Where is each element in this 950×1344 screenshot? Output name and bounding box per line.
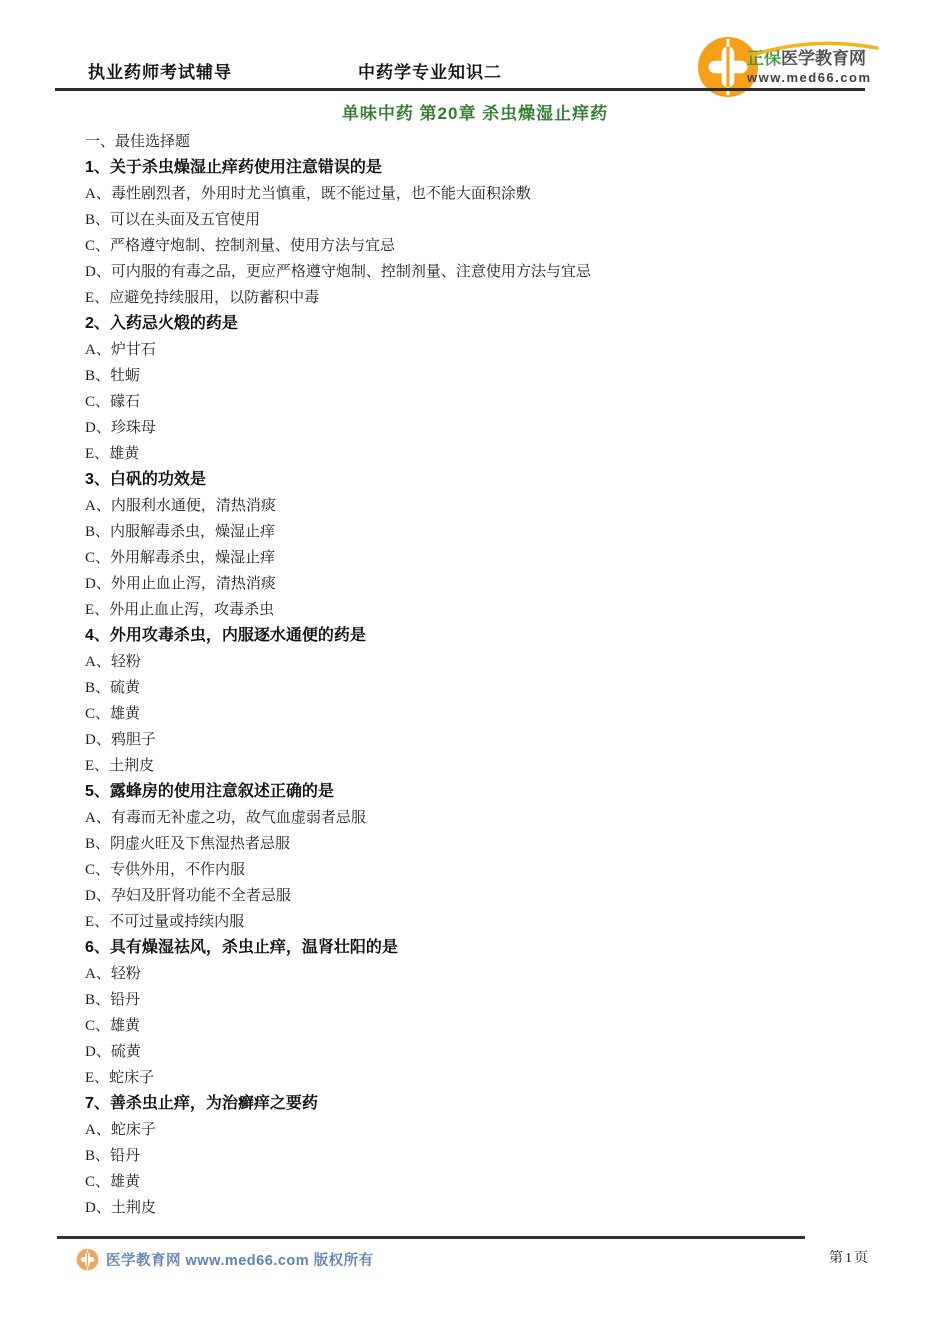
question-option: C、专供外用，不作内服	[85, 862, 246, 878]
question-option: A、炉甘石	[85, 342, 156, 358]
chapter-title: 单味中药 第20章 杀虫燥湿止痒药	[341, 104, 609, 123]
question-block	[85, 467, 895, 623]
question-stem: 5、露蜂房的使用注意叙述正确的是	[85, 783, 334, 800]
question-block	[85, 779, 895, 935]
question-option: C、雄黄	[85, 1174, 141, 1190]
question-option: D、珍珠母	[85, 420, 156, 436]
question-option: B、硫黄	[85, 680, 141, 696]
question-option: E、应避免持续服用，以防蓄积中毒	[85, 290, 320, 306]
question-block	[85, 623, 895, 779]
question-area	[85, 129, 895, 1221]
question-option: E、雄黄	[85, 446, 140, 462]
question-stem: 7、善杀虫止痒，为治癣痒之要药	[85, 1095, 318, 1112]
question-option: E、土荆皮	[85, 758, 155, 774]
question-block	[85, 155, 895, 311]
question-option: C、雄黄	[85, 1018, 141, 1034]
footer-brand	[76, 1248, 374, 1271]
header-rule	[55, 88, 865, 91]
question-block	[85, 1091, 895, 1221]
question-options	[85, 181, 895, 311]
question-option: A、有毒而无补虚之功，故气血虚弱者忌服	[85, 810, 366, 826]
question-option: A、轻粉	[85, 654, 141, 670]
question-options	[85, 805, 895, 935]
footer-copyright: 医学教育网 www.med66.com 版权所有	[106, 1253, 374, 1269]
footer-logo-icon	[76, 1248, 99, 1271]
med66-logo-text	[747, 49, 872, 86]
question-option: D、孕妇及肝肾功能不全者忌服	[85, 888, 291, 904]
question-option: E、蛇床子	[85, 1070, 155, 1086]
question-option: E、外用止血止泻，攻毒杀虫	[85, 602, 275, 618]
question-stem: 6、具有燥湿祛风，杀虫止痒，温肾壮阳的是	[85, 939, 398, 956]
question-option: C、雄黄	[85, 706, 141, 722]
question-option: D、土荆皮	[85, 1200, 156, 1216]
question-options	[85, 1117, 895, 1221]
brand-website: www.med66.com	[747, 69, 872, 85]
question-option: B、铅丹	[85, 992, 141, 1008]
question-option: D、可内服的有毒之品，更应严格遵守炮制、控制剂量、注意使用方法与宜忌	[85, 264, 591, 280]
question-option: C、礞石	[85, 394, 141, 410]
question-option: B、铅丹	[85, 1148, 141, 1164]
question-option: A、毒性剧烈者，外用时尤当慎重，既不能过量，也不能大面积涂敷	[85, 186, 531, 202]
question-option: D、硫黄	[85, 1044, 141, 1060]
question-option: A、轻粉	[85, 966, 141, 982]
question-options	[85, 493, 895, 623]
question-stem: 3、白矾的功效是	[85, 471, 206, 488]
header-center-title: 中药学专业知识二	[358, 63, 502, 82]
section-heading: 一、最佳选择题	[85, 134, 191, 150]
question-option: B、内服解毒杀虫，燥湿止痒	[85, 524, 276, 540]
question-stem: 4、外用攻毒杀虫，内服逐水通便的药是	[85, 627, 366, 644]
question-option: B、可以在头面及五官使用	[85, 212, 261, 228]
question-option: D、鸦胆子	[85, 732, 156, 748]
brand-name: 医学教育网	[781, 48, 866, 68]
question-option: A、内服利水通便，清热消痰	[85, 498, 276, 514]
question-block	[85, 311, 895, 467]
question-block	[85, 935, 895, 1091]
question-option: B、阴虚火旺及下焦湿热者忌服	[85, 836, 291, 852]
question-option: D、外用止血止泻，清热消痰	[85, 576, 276, 592]
question-list	[85, 155, 895, 1221]
question-stem: 1、关于杀虫燥湿止痒药使用注意错误的是	[85, 159, 382, 176]
footer-rule	[57, 1236, 805, 1239]
question-options	[85, 337, 895, 467]
question-stem: 2、入药忌火煅的药是	[85, 315, 238, 332]
question-option: C、严格遵守炮制、控制剂量、使用方法与宜忌	[85, 238, 396, 254]
question-option: A、蛇床子	[85, 1122, 156, 1138]
header-left-title: 执业药师考试辅导	[88, 63, 232, 82]
brand-prefix: 正保	[747, 48, 781, 68]
question-options	[85, 649, 895, 779]
question-option: B、牡蛎	[85, 368, 141, 384]
page-number: 第1页	[829, 1251, 870, 1266]
question-option: E、不可过量或持续内服	[85, 914, 245, 930]
brand-swoosh-icon	[751, 41, 879, 57]
question-option: C、外用解毒杀虫，燥湿止痒	[85, 550, 276, 566]
question-options	[85, 961, 895, 1091]
